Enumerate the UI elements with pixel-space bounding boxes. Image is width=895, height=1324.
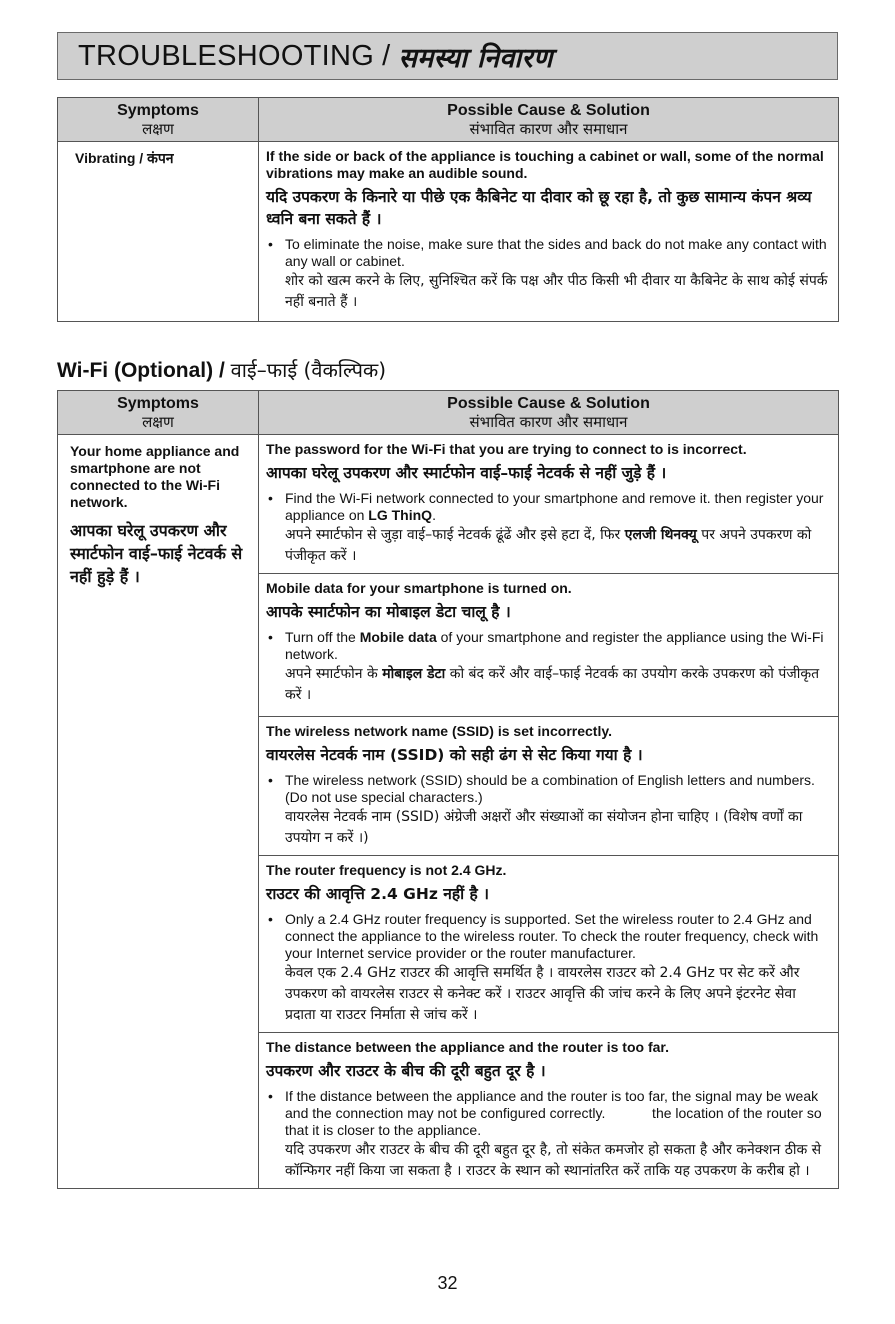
setting-name-hindi: मोबाइल डेटा	[382, 666, 446, 682]
cause-cell	[259, 142, 839, 322]
cause-title-hindi: राउटर की आवृत्ति 2.4 GHz नहीं है ।	[266, 885, 490, 903]
solution-hindi-part: अपने स्मार्टफोन के	[285, 666, 383, 682]
bullet-dot: •	[268, 629, 273, 645]
solution-bullet	[266, 911, 830, 1026]
solution-text: The wireless network (SSID) should be a combination of English letters and numbers. (Do not use special characters.)	[285, 772, 815, 805]
solution-bullet	[266, 490, 830, 567]
solution-hindi-end: को बंद करें और वाई–फाई नेटवर्क का उपयोग करके उपकरण को पंजीकृत करें ।	[285, 666, 820, 703]
solution-text-hindi: यदि उपकरण और राउटर के बीच की दूरी बहुत दूर है, तो संकेत कमजोर हो सकता है और कनेक्शन ठीक से कॉन्फिगर नहीं किया जा सकता है । राउटर के स्थान को स्थानांतरित करें ताकि यह उपकरण के करीब हो ।	[285, 1142, 822, 1179]
cause-header	[259, 98, 839, 142]
cause-header	[259, 391, 839, 435]
setting-name: Mobile data	[359, 629, 437, 645]
bullet-dot: •	[268, 490, 273, 506]
cause-cell-ssid	[259, 717, 839, 856]
solution-text: Find the Wi-Fi network connected to your smartphone and remove it. then register your appliance on	[285, 490, 824, 523]
cause-cell-frequency	[259, 856, 839, 1033]
symptoms-header	[58, 391, 259, 435]
solution-text-hindi: वायरलेस नेटवर्क नाम (SSID) अंग्रेजी अक्षरों और संख्याओं का संयोजन होना चाहिए । (विशेष वर्णों का उपयोग न करें ।)	[285, 809, 803, 846]
cause-title: The wireless network name (SSID) is set incorrectly.	[266, 723, 612, 739]
solution-bullet	[266, 772, 830, 849]
symptom-cell	[58, 435, 259, 1189]
cause-title-hindi: आपका घरेलू उपकरण और स्मार्टफोन वाई–फाई नेटवर्क से नहीं जुड़े हैं ।	[266, 464, 667, 482]
cause-header-en: Possible Cause & Solution	[447, 102, 650, 119]
symptom-cell	[58, 142, 259, 322]
cause-title-hindi: उपकरण और राउटर के बीच की दूरी बहुत दूर है ।	[266, 1062, 546, 1080]
cause-title: The distance between the appliance and the router is too far.	[266, 1039, 669, 1055]
table-row	[58, 435, 839, 574]
table-row	[58, 142, 839, 322]
cause-title-hindi: यदि उपकरण के किनारे या पीछे एक कैबिनेट या दीवार को छू रहा है, तो कुछ सामान्य कंपन श्रव्य ध्वनि बना सकते हैं ।	[266, 188, 812, 228]
solution-text: If the distance between the appliance and the router is too far, the signal may be weak and the connection may not be configured correctly. the location of the router so that it is closer to the appliance.	[285, 1088, 826, 1138]
cause-title: Mobile data for your smartphone is turned on.	[266, 580, 572, 596]
solution-text-hindi: शोर को खत्म करने के लिए, सुनिश्चित करें कि पक्ष और पीठ किसी भी दीवार या कैबिनेट के साथ कोई संपर्क नहीं बनाते हैं ।	[285, 273, 828, 310]
section-title-hindi: वाई–फाई (वैकल्पिक)	[230, 358, 387, 382]
solution-text: Only a 2.4 GHz router frequency is supported. Set the wireless router to 2.4 GHz and connect the appliance to the wireless router. To check the router frequency, check with your Internet service provider or the router manufacturer.	[285, 911, 819, 961]
cause-cell-password	[259, 435, 839, 574]
cause-header-en: Possible Cause & Solution	[447, 395, 650, 412]
page-header	[57, 32, 838, 80]
page-title: TROUBLESHOOTING	[78, 39, 375, 72]
cause-title: If the side or back of the appliance is touching a cabinet or wall, some of the normal vibrations may make an audible sound.	[266, 148, 824, 181]
solution-text: Turn off the	[285, 629, 360, 645]
solution-text-end: .	[432, 507, 436, 523]
symptoms-header-hi: लक्षण	[142, 120, 174, 138]
bullet-dot: •	[268, 911, 273, 927]
app-name: LG ThinQ	[368, 507, 433, 523]
symptom-vibrating: Vibrating / कंपन	[75, 150, 174, 166]
title-separator: /	[382, 39, 391, 72]
bullet-dot: •	[268, 236, 273, 252]
cause-title-hindi: वायरलेस नेटवर्क नाम (SSID) को सही ढंग से सेट किया गया है ।	[266, 746, 643, 764]
symptoms-header-en: Symptoms	[117, 395, 199, 412]
solution-text-end: of your smartphone and register the appliance using the Wi-Fi network.	[285, 629, 824, 662]
bullet-dot: •	[268, 772, 273, 788]
page-title-hindi: समस्या निवारण	[398, 42, 553, 74]
symptoms-header-hi: लक्षण	[142, 413, 174, 431]
cause-title: The password for the Wi-Fi that you are trying to connect to is incorrect.	[266, 441, 747, 457]
cause-title-hindi: आपके स्मार्टफोन का मोबाइल डेटा चालू है ।	[266, 603, 511, 621]
symptoms-header-en: Symptoms	[117, 102, 199, 119]
page-number: 32	[437, 1273, 458, 1293]
symptom-wifi: Your home appliance and smartphone are not connected to the Wi-Fi network.	[70, 443, 240, 510]
solution-text: To eliminate the noise, make sure that the sides and back do not make any contact with any wall or cabinet.	[285, 236, 827, 269]
cause-header-hi: संभावित कारण और समाधान	[469, 120, 628, 138]
wifi-table	[57, 390, 839, 1189]
solution-text-hindi	[285, 525, 830, 567]
solution-bullet	[266, 1088, 830, 1182]
section-title-en: Wi-Fi (Optional) /	[57, 359, 225, 382]
bullet-dot: •	[268, 1088, 273, 1104]
solution-hindi-end: पर अपने उपकरण को पंजीकृत करें ।	[285, 527, 812, 564]
cause-header-hi: संभावित कारण और समाधान	[469, 413, 628, 431]
solution-bullet	[266, 629, 830, 706]
cause-cell-mobile-data	[259, 574, 839, 717]
solution-text-hindi	[285, 664, 830, 706]
solution-bullet	[266, 236, 830, 313]
solution-hindi-part: अपने स्मार्टफोन से जुड़ा वाई–फाई नेटवर्क ढूंढें और इसे हटा दें, फिर	[285, 527, 625, 543]
solution-text-hindi: केवल एक 2.4 GHz राउटर की आवृत्ति समर्थित है । वायरलेस राउटर को 2.4 GHz पर सेट करें और उपकरण को वायरलेस राउटर से कनेक्ट करें । राउटर आवृत्ति की जांच करने के लिए अपने इंटरनेट सेवा प्रदाता या राउटर निर्माता से जांच करें ।	[285, 965, 800, 1023]
app-name-hindi: एलजी थिनक्यू	[624, 527, 697, 543]
symptom-wifi-hindi: आपका घरेलू उपकरण और स्मार्टफोन वाई–फाई नेटवर्क से नहीं हुड़े हैं ।	[70, 521, 243, 586]
section-title-wifi	[57, 356, 386, 383]
vibration-table	[57, 97, 839, 322]
table-header-row	[58, 98, 839, 142]
table-header-row	[58, 391, 839, 435]
cause-cell-distance	[259, 1033, 839, 1189]
cause-title: The router frequency is not 2.4 GHz.	[266, 862, 507, 878]
symptoms-header	[58, 98, 259, 142]
